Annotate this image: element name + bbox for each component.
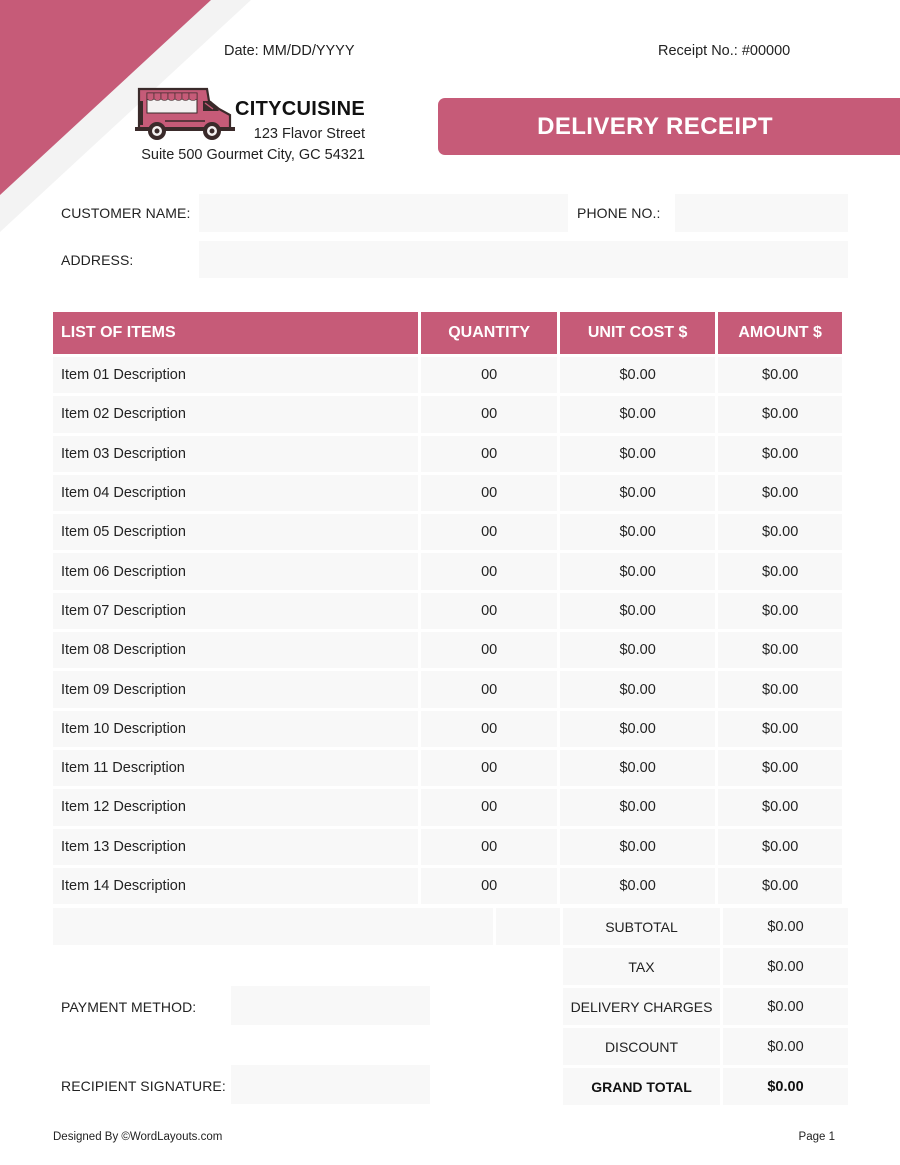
item-unit-cost[interactable]: $0.00 (560, 357, 715, 393)
item-unit-cost[interactable]: $0.00 (560, 789, 715, 825)
item-description[interactable]: Item 03 Description (53, 436, 418, 472)
item-description[interactable]: Item 04 Description (53, 475, 418, 511)
page-number: Page 1 (798, 1131, 835, 1143)
item-description[interactable]: Item 09 Description (53, 671, 418, 707)
company-address-line2: Suite 500 Gourmet City, GC 54321 (141, 147, 365, 163)
subtotal-label: SUBTOTAL (563, 908, 720, 945)
address-field[interactable] (199, 241, 848, 278)
item-quantity[interactable]: 00 (421, 632, 557, 668)
item-description[interactable]: Item 13 Description (53, 829, 418, 865)
items-table (50, 309, 845, 907)
item-unit-cost[interactable]: $0.00 (560, 436, 715, 472)
table-row (53, 632, 842, 668)
date-label: Date: MM/DD/YYYY (224, 43, 355, 59)
item-amount[interactable]: $0.00 (718, 829, 842, 865)
table-row (53, 868, 842, 904)
designer-credit: Designed By ©WordLayouts.com (53, 1131, 223, 1143)
item-description[interactable]: Item 06 Description (53, 553, 418, 589)
table-row (53, 553, 842, 589)
item-description[interactable]: Item 11 Description (53, 750, 418, 786)
item-unit-cost[interactable]: $0.00 (560, 514, 715, 550)
table-row (53, 396, 842, 432)
item-quantity[interactable]: 00 (421, 750, 557, 786)
item-quantity[interactable]: 00 (421, 514, 557, 550)
blank-cell (496, 908, 560, 945)
grand-total-value[interactable]: $0.00 (723, 1068, 848, 1105)
delivery-charges-value[interactable]: $0.00 (723, 988, 848, 1025)
item-unit-cost[interactable]: $0.00 (560, 671, 715, 707)
table-row (53, 829, 842, 865)
phone-field[interactable] (675, 194, 848, 232)
item-amount[interactable]: $0.00 (718, 514, 842, 550)
phone-label: PHONE NO.: (577, 205, 661, 221)
item-amount[interactable]: $0.00 (718, 593, 842, 629)
item-description[interactable]: Item 05 Description (53, 514, 418, 550)
item-quantity[interactable]: 00 (421, 593, 557, 629)
food-truck-icon (135, 87, 235, 143)
item-quantity[interactable]: 00 (421, 671, 557, 707)
discount-value[interactable]: $0.00 (723, 1028, 848, 1065)
item-unit-cost[interactable]: $0.00 (560, 632, 715, 668)
discount-label: DISCOUNT (563, 1028, 720, 1065)
summary-delivery-row (563, 988, 848, 1025)
notes-field[interactable] (53, 908, 493, 945)
table-row (53, 436, 842, 472)
item-amount[interactable]: $0.00 (718, 868, 842, 904)
table-row (53, 711, 842, 747)
table-row (53, 789, 842, 825)
item-quantity[interactable]: 00 (421, 868, 557, 904)
item-amount[interactable]: $0.00 (718, 632, 842, 668)
payment-method-label: PAYMENT METHOD: (61, 999, 197, 1015)
item-unit-cost[interactable]: $0.00 (560, 711, 715, 747)
item-amount[interactable]: $0.00 (718, 789, 842, 825)
item-unit-cost[interactable]: $0.00 (560, 868, 715, 904)
table-row (53, 357, 842, 393)
item-quantity[interactable]: 00 (421, 829, 557, 865)
item-amount[interactable]: $0.00 (718, 475, 842, 511)
company-address-line1: 123 Flavor Street (253, 126, 365, 142)
item-quantity[interactable]: 00 (421, 789, 557, 825)
item-unit-cost[interactable]: $0.00 (560, 475, 715, 511)
item-quantity[interactable]: 00 (421, 396, 557, 432)
item-quantity[interactable]: 00 (421, 357, 557, 393)
tax-label: TAX (563, 948, 720, 985)
delivery-charges-label: DELIVERY CHARGES (563, 988, 720, 1025)
item-description[interactable]: Item 12 Description (53, 789, 418, 825)
column-header-items: LIST OF ITEMS (53, 312, 418, 354)
table-row (53, 514, 842, 550)
summary-grand-total-row (563, 1068, 848, 1105)
company-name: CITYCUISINE (235, 98, 365, 120)
customer-name-label: CUSTOMER NAME: (61, 205, 191, 221)
item-unit-cost[interactable]: $0.00 (560, 593, 715, 629)
item-description[interactable]: Item 10 Description (53, 711, 418, 747)
item-description[interactable]: Item 02 Description (53, 396, 418, 432)
item-description[interactable]: Item 07 Description (53, 593, 418, 629)
payment-method-field[interactable] (231, 986, 430, 1025)
column-header-amount: AMOUNT $ (718, 312, 842, 354)
receipt-number-label: Receipt No.: #00000 (658, 43, 791, 59)
table-row (53, 671, 842, 707)
item-unit-cost[interactable]: $0.00 (560, 553, 715, 589)
customer-name-field[interactable] (199, 194, 568, 232)
item-quantity[interactable]: 00 (421, 475, 557, 511)
table-row (53, 593, 842, 629)
table-row (53, 475, 842, 511)
address-label: ADDRESS: (61, 252, 134, 268)
column-header-unit-cost: UNIT COST $ (560, 312, 715, 354)
column-header-quantity: QUANTITY (421, 312, 557, 354)
item-amount[interactable]: $0.00 (718, 553, 842, 589)
item-amount[interactable]: $0.00 (718, 750, 842, 786)
item-unit-cost[interactable]: $0.00 (560, 396, 715, 432)
item-description[interactable]: Item 14 Description (53, 868, 418, 904)
recipient-signature-label: RECIPIENT SIGNATURE: (61, 1078, 226, 1094)
summary-tax-row (563, 948, 848, 985)
item-description[interactable]: Item 08 Description (53, 632, 418, 668)
document-title: DELIVERY RECEIPT (438, 98, 900, 155)
summary-discount-row (563, 1028, 848, 1065)
item-amount[interactable]: $0.00 (718, 671, 842, 707)
item-amount[interactable]: $0.00 (718, 396, 842, 432)
item-amount[interactable]: $0.00 (718, 357, 842, 393)
summary-subtotal-row (563, 908, 848, 945)
item-unit-cost[interactable]: $0.00 (560, 750, 715, 786)
item-description[interactable]: Item 01 Description (53, 357, 418, 393)
grand-total-label: GRAND TOTAL (563, 1068, 720, 1105)
subtotal-value[interactable]: $0.00 (723, 908, 848, 945)
table-header-row (53, 312, 842, 354)
item-unit-cost[interactable]: $0.00 (560, 829, 715, 865)
recipient-signature-field[interactable] (231, 1065, 430, 1104)
item-amount[interactable]: $0.00 (718, 711, 842, 747)
tax-value[interactable]: $0.00 (723, 948, 848, 985)
item-quantity[interactable]: 00 (421, 553, 557, 589)
item-quantity[interactable]: 00 (421, 436, 557, 472)
table-row (53, 750, 842, 786)
item-quantity[interactable]: 00 (421, 711, 557, 747)
item-amount[interactable]: $0.00 (718, 436, 842, 472)
